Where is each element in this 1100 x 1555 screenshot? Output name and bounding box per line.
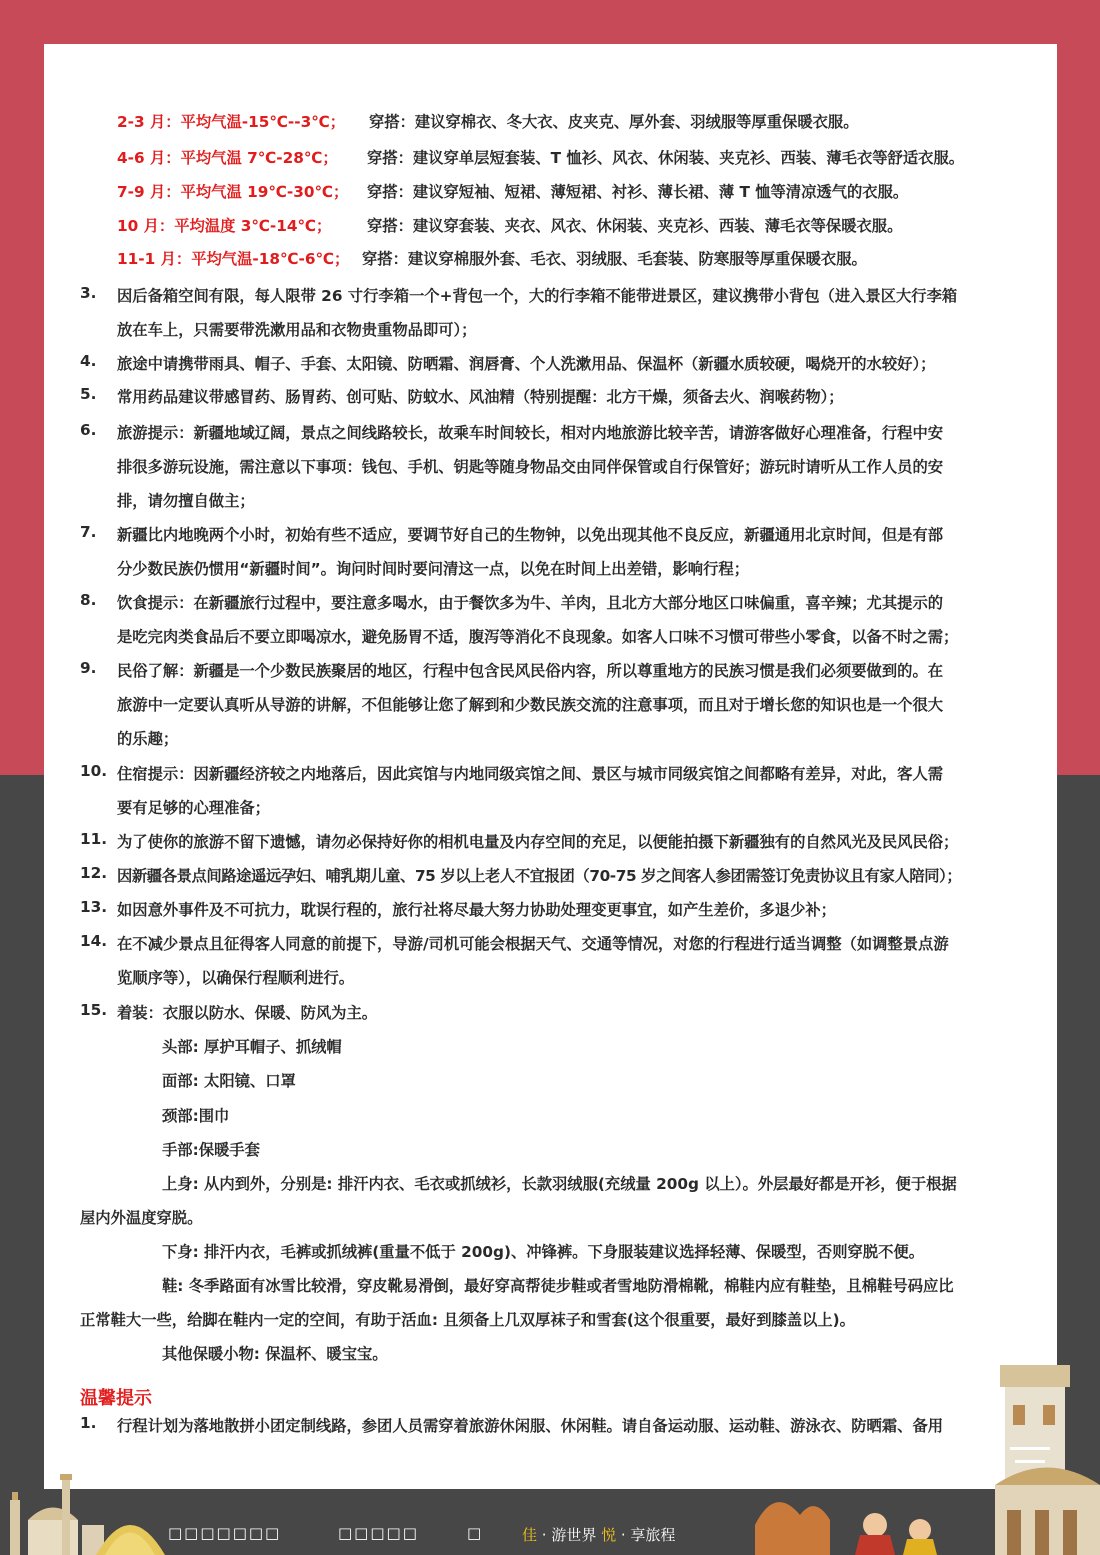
item-text: 因新疆各景点间路途遥远孕妇、哺乳期儿童、75 岁以上老人不宜报团（70-75 岁之间客人参团需签订免责协议且有家人陪同）； (117, 867, 962, 885)
item-text: 旅游提示：新疆地域辽阔，景点之间线路较长，故乘车时间较长，相对内地旅游比较辛苦，请游客做好心理准备，行程中安 (117, 424, 944, 442)
footer-slogan (522, 1524, 675, 1545)
climate-wear: 穿搭：建议穿棉衣、冬大衣、皮夹克、厚外套、羽绒服等厚重保暖衣服。 (369, 113, 859, 131)
footer-text-boxes: □□□□□ (338, 1524, 419, 1542)
item-text: 民俗了解：新疆是一个少数民族聚居的地区，行程中包含民风民俗内容，所以尊重地方的民族习惯是我们必须要做到的。在 (117, 662, 944, 680)
climate-wear: 穿搭：建议穿棉服外套、毛衣、羽绒服、毛套装、防寒服等厚重保暖衣服。 (362, 250, 867, 268)
slogan-part: 悦 (601, 1526, 617, 1544)
climate-period: 7-9 月：平均气温 19℃-30℃； (117, 183, 349, 201)
climate-wear: 穿搭：建议穿套装、夹衣、风衣、休闲装、夹克衫、西装、薄毛衣等保暖衣服。 (367, 217, 903, 235)
item-text: 因后备箱空间有限，每人限带 26 寸行李箱一个+背包一个，大的行李箱不能带进景区，建议携带小背包（进入景区大行李箱 (117, 287, 958, 305)
item-text: 要有足够的心理准备； (117, 799, 270, 817)
item-text: 旅途中请携带雨具、帽子、手套、太阳镜、防晒霜、润唇膏、个人洗漱用品、保温杯（新疆水质较硬，喝烧开的水较好）； (117, 355, 936, 373)
item-number: 10. (80, 762, 108, 780)
clothing-upper: 上身: 从内到外，分别是: 排汗内衣、毛衣或抓绒衫，长款羽绒服(充绒量 200g 以上）。外层最好都是开衫，便于根据 (162, 1175, 957, 1193)
item-number: 13. (80, 898, 108, 916)
item-text: 排，请勿擅自做主； (117, 492, 255, 510)
footer-text-boxes: □ (467, 1524, 484, 1542)
clothing-neck: 颈部:围巾 (162, 1107, 230, 1125)
slogan-part: · 享旅程 (616, 1526, 676, 1544)
clothing-head: 头部: 厚护耳帽子、抓绒帽 (162, 1038, 342, 1056)
tips-text: 行程计划为落地散拼小团定制线路，参团人员需穿着旅游休闲服、休闲鞋。请自备运动服、运动鞋、游泳衣、防晒霜、备用 (117, 1417, 944, 1435)
footer-text-boxes: □□□□□□□ (168, 1524, 282, 1542)
item-number: 9. (80, 659, 97, 677)
item-text: 着装：衣服以防水、保暖、防风为主。 (117, 1004, 378, 1022)
item-text: 如因意外事件及不可抗力，耽误行程的，旅行社将尽最大努力协助处理变更事宜，如产生差价，多退少补； (117, 901, 836, 919)
clothing-lower: 下身: 排汗内衣，毛裤或抓绒裤(重量不低于 200g)、冲锋裤。下身服装建议选择轻薄、保暖型，否则穿脱不便。 (162, 1243, 924, 1261)
item-text: 常用药品建议带感冒药、肠胃药、创可贴、防蚊水、风油精（特别提醒：北方干燥，须备去火、润喉药物）； (117, 388, 844, 406)
clothing-upper-cont: 屋内外温度穿脱。 (80, 1209, 203, 1227)
climate-wear: 穿搭：建议穿短袖、短裙、薄短裙、衬衫、薄长裙、薄 T 恤等清凉透气的衣服。 (367, 183, 909, 201)
item-text: 览顺序等），以确保行程顺利进行。 (117, 969, 355, 987)
climate-period: 11-1 月：平均气温-18℃-6℃； (117, 250, 350, 268)
item-number: 14. (80, 932, 108, 950)
item-number: 12. (80, 864, 108, 882)
item-number: 4. (80, 352, 97, 370)
item-text: 饮食提示：在新疆旅行过程中，要注意多喝水，由于餐饮多为牛、羊肉，且北方大部分地区口味偏重，喜辛辣；尤其提示的 (117, 594, 944, 612)
item-text: 住宿提示：因新疆经济较之内地落后，因此宾馆与内地同级宾馆之间、景区与城市同级宾馆之间都略有差异，对此，客人需 (117, 765, 944, 783)
slogan-part: · 游世界 (537, 1526, 602, 1544)
tips-number: 1. (80, 1414, 97, 1432)
clothing-shoes-cont: 正常鞋大一些，给脚在鞋内一定的空间，有助于活血: 且须备上几双厚袜子和雪套(这个很重要，最好到膝盖以上)。 (80, 1311, 855, 1329)
tips-heading: 温馨提示 (80, 1388, 152, 1409)
item-text: 分少数民族仍惯用“新疆时间”。询问时间时要问清这一点，以免在时间上出差错，影响行程； (117, 560, 749, 578)
climate-period: 4-6 月：平均气温 7℃-28℃； (117, 149, 338, 167)
item-number: 7. (80, 523, 97, 541)
item-text: 旅游中一定要认真听从导游的讲解，不但能够让您了解到和少数民族交流的注意事项，而且对于增长您的知识也是一个很大 (117, 696, 944, 714)
item-number: 15. (80, 1001, 108, 1019)
clothing-shoes: 鞋: 冬季路面有冰雪比较滑，穿皮靴易滑倒，最好穿高帮徒步鞋或者雪地防滑棉靴，棉鞋内应有鞋垫，且棉鞋号码应比 (162, 1277, 954, 1295)
clothing-other: 其他保暖小物: 保温杯、暖宝宝。 (162, 1345, 388, 1363)
mosque-illustration-icon (0, 1440, 175, 1555)
item-number: 5. (80, 385, 97, 403)
item-number: 6. (80, 421, 97, 439)
climate-period: 10 月：平均温度 3℃-14℃； (117, 217, 332, 235)
climate-wear: 穿搭：建议穿单层短套装、T 恤衫、风衣、休闲装、夹克衫、西装、薄毛衣等舒适衣服。 (367, 149, 965, 167)
climate-period: 2-3 月：平均气温-15℃--3℃； (117, 113, 346, 131)
clothing-face: 面部: 太阳镜、口罩 (162, 1072, 296, 1090)
item-text: 在不减少景点且征得客人同意的前提下，导游/司机可能会根据天气、交通等情况，对您的行程进行适当调整（如调整景点游 (117, 935, 949, 953)
item-text: 为了使你的旅游不留下遗憾，请勿必保持好你的相机电量及内存空间的充足，以便能拍摄下新疆独有的自然风光及民风民俗； (117, 833, 959, 851)
item-text: 放在车上，只需要带洗漱用品和衣物贵重物品即可）； (117, 321, 477, 339)
item-text: 新疆比内地晚两个小时，初始有些不适应，要调节好自己的生物钟，以免出现其他不良反应，新疆通用北京时间，但是有部 (117, 526, 944, 544)
item-number: 8. (80, 591, 97, 609)
slogan-part: 佳 (522, 1526, 538, 1544)
clothing-hand: 手部:保暖手套 (162, 1141, 260, 1159)
xinjiang-landmarks-illustration-icon (745, 1365, 1100, 1555)
item-number: 3. (80, 284, 97, 302)
item-text: 是吃完肉类食品后不要立即喝凉水，避免肠胃不适，腹泻等消化不良现象。如客人口味不习惯可带些小零食，以备不时之需； (117, 628, 959, 646)
item-number: 11. (80, 830, 108, 848)
item-text: 的乐趣； (117, 730, 179, 748)
item-text: 排很多游玩设施，需注意以下事项：钱包、手机、钥匙等随身物品交由同伴保管或自行保管好；游玩时请听从工作人员的安 (117, 458, 944, 476)
